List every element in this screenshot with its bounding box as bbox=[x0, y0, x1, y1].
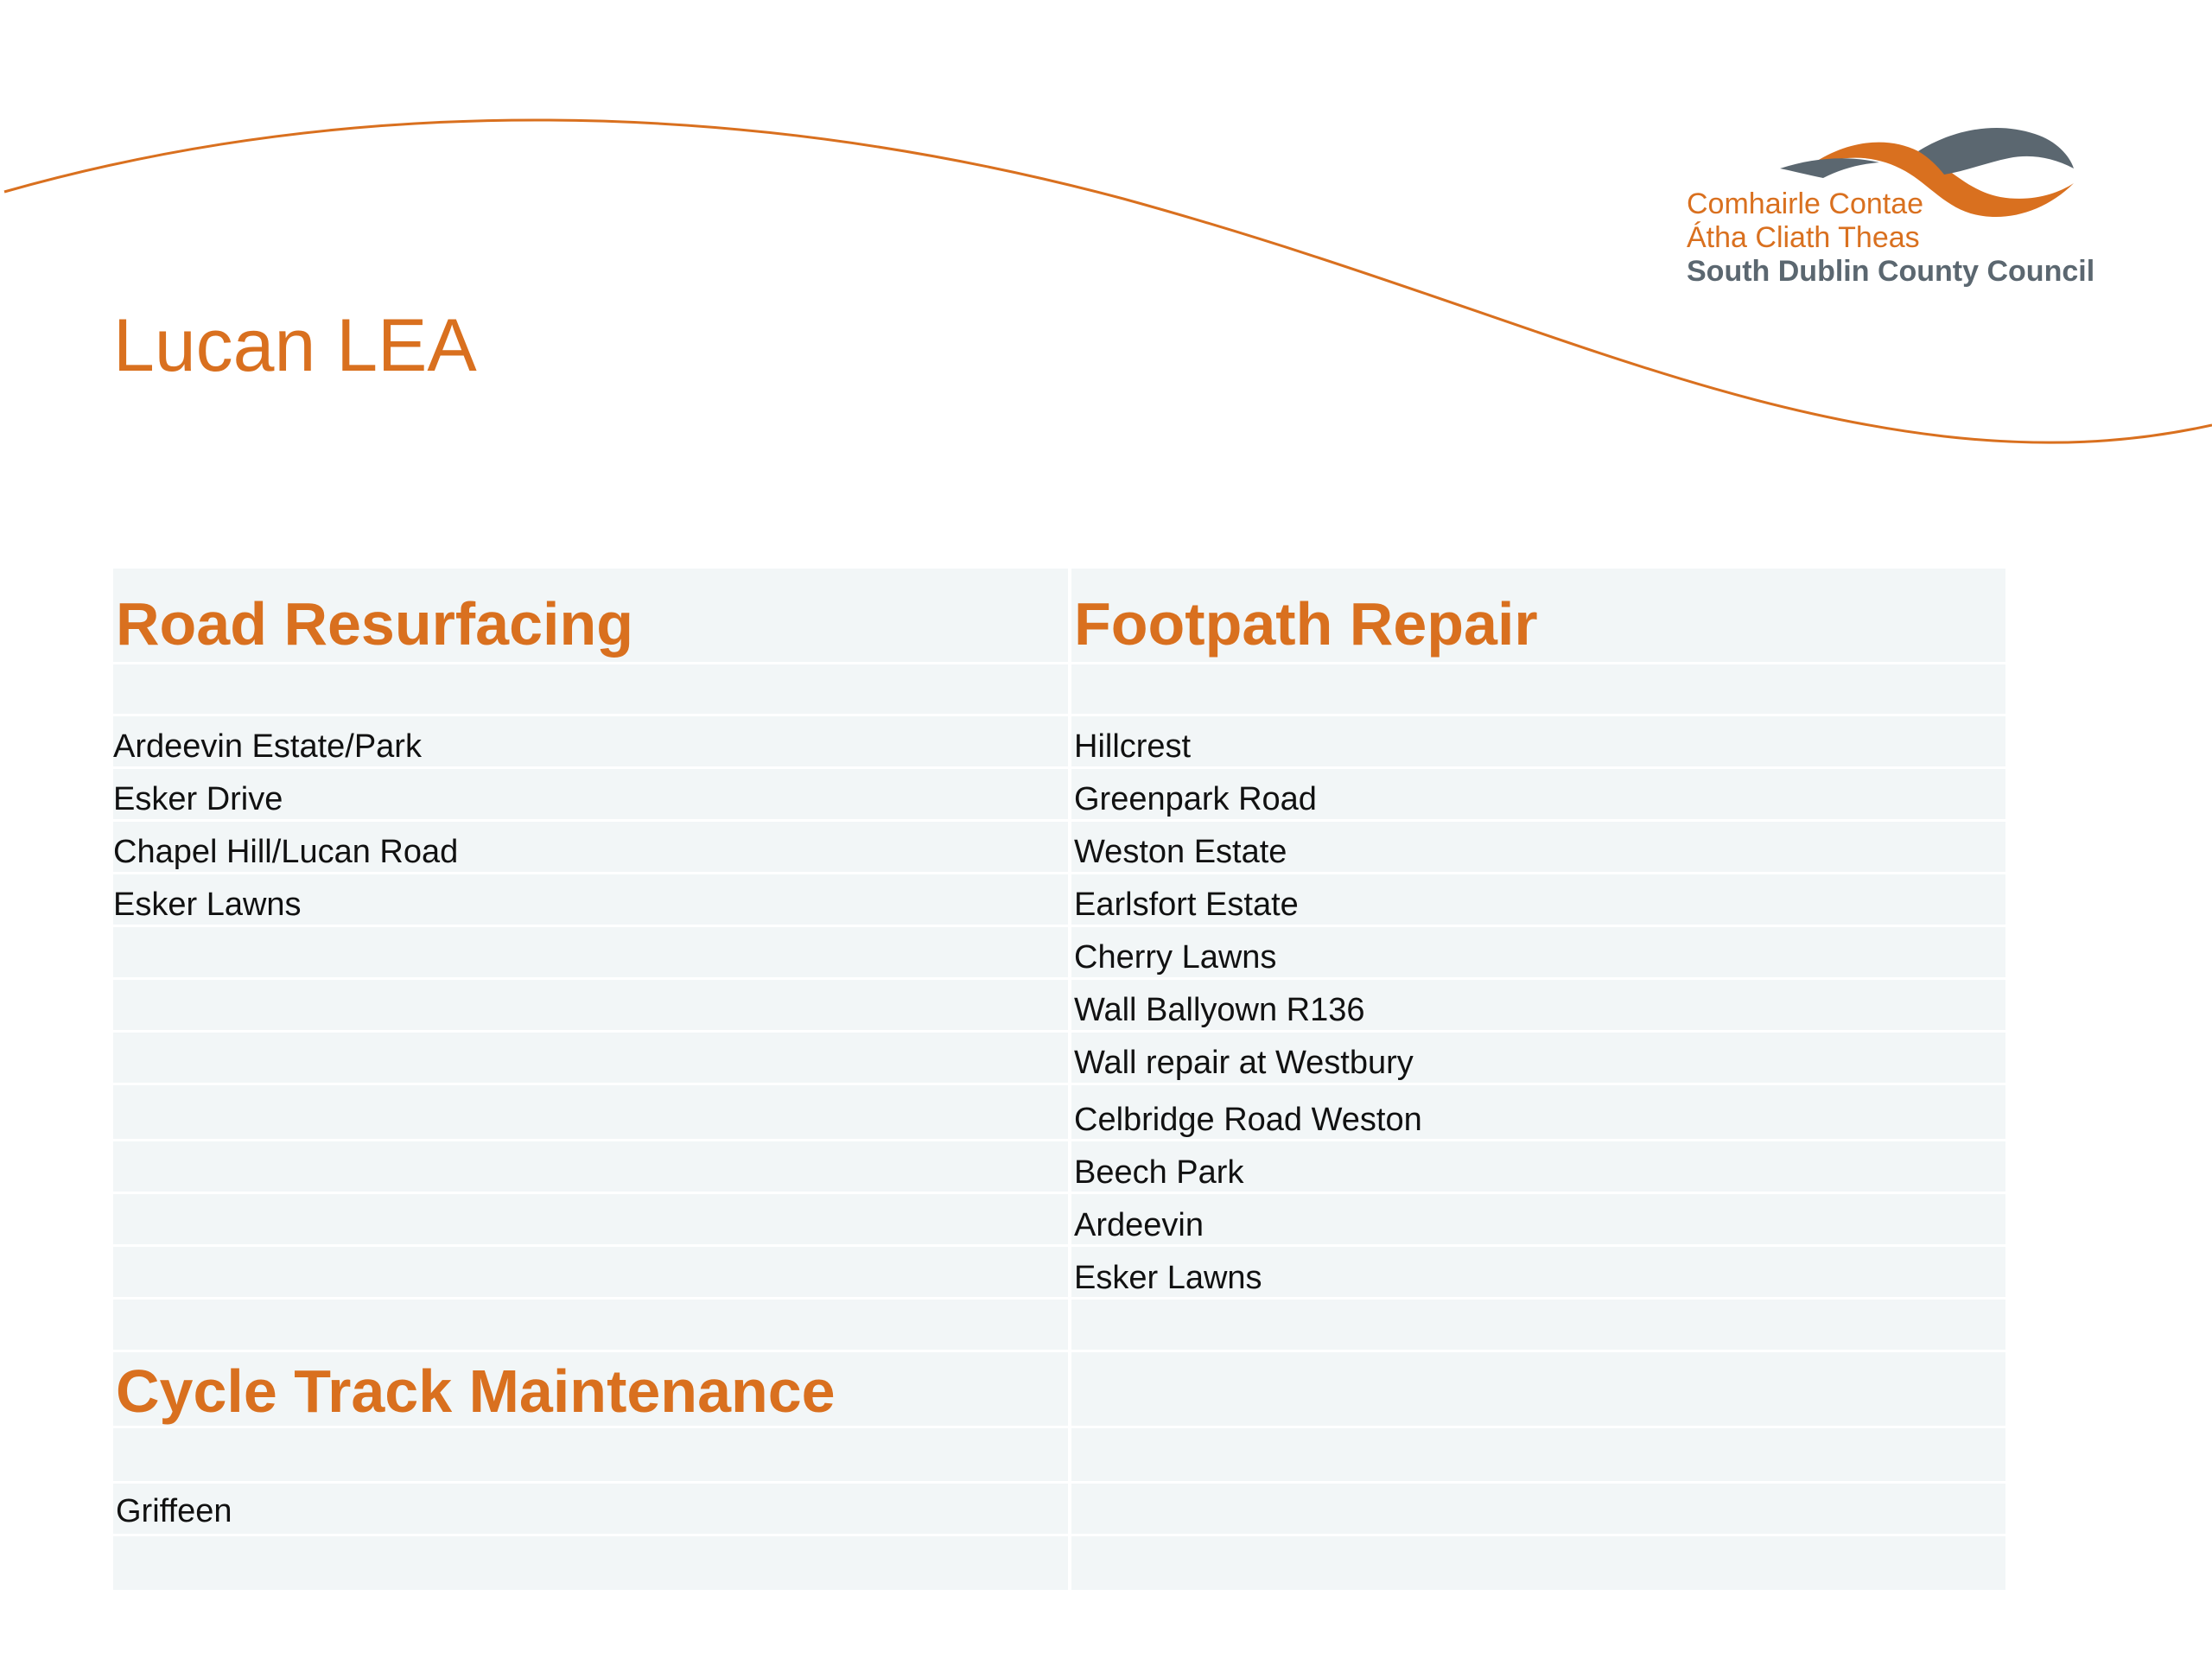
row-divider bbox=[113, 1534, 2005, 1536]
row-divider bbox=[113, 872, 2005, 874]
row-divider bbox=[113, 1426, 2005, 1428]
row-divider bbox=[113, 1297, 2005, 1300]
road-resurfacing-item: Esker Lawns bbox=[113, 887, 302, 923]
row-divider bbox=[113, 766, 2005, 769]
footpath-repair-heading: Footpath Repair bbox=[1074, 590, 1538, 658]
road-resurfacing-item: Chapel Hill/Lucan Road bbox=[113, 834, 459, 870]
footpath-repair-item: Celbridge Road Weston bbox=[1074, 1102, 1422, 1138]
cycle-track-heading: Cycle Track Maintenance bbox=[116, 1357, 836, 1425]
logo-text-irish-line-2: Átha Cliath Theas bbox=[1687, 221, 1920, 254]
row-divider bbox=[113, 1030, 2005, 1033]
row-divider bbox=[113, 714, 2005, 716]
logo-text-irish-line-1: Comhairle Contae bbox=[1687, 188, 1924, 220]
row-divider bbox=[113, 819, 2005, 822]
road-resurfacing-heading: Road Resurfacing bbox=[116, 590, 633, 658]
row-divider bbox=[113, 1083, 2005, 1085]
row-divider bbox=[113, 1481, 2005, 1484]
road-resurfacing-item: Esker Drive bbox=[113, 781, 283, 817]
column-divider bbox=[1068, 569, 1071, 1590]
footpath-repair-item: Wall Ballyown R136 bbox=[1074, 992, 1365, 1028]
page-title: Lucan LEA bbox=[113, 304, 477, 387]
footpath-repair-item: Cherry Lawns bbox=[1074, 939, 1277, 976]
footpath-repair-item: Earlsfort Estate bbox=[1074, 887, 1299, 923]
works-table bbox=[113, 569, 2005, 1590]
footpath-repair-item: Esker Lawns bbox=[1074, 1260, 1262, 1296]
row-divider bbox=[113, 977, 2005, 980]
footpath-repair-item: Weston Estate bbox=[1074, 834, 1287, 870]
row-divider bbox=[113, 1244, 2005, 1247]
row-divider bbox=[113, 1350, 2005, 1352]
footpath-repair-item: Ardeevin bbox=[1074, 1207, 1204, 1243]
footpath-repair-item: Greenpark Road bbox=[1074, 781, 1317, 817]
row-divider bbox=[113, 1139, 2005, 1141]
footpath-repair-item: Wall repair at Westbury bbox=[1074, 1045, 1414, 1081]
council-logo bbox=[1685, 121, 2126, 294]
row-divider bbox=[113, 1192, 2005, 1194]
cycle-track-item: Griffeen bbox=[116, 1493, 232, 1529]
road-resurfacing-item: Ardeevin Estate/Park bbox=[113, 728, 422, 765]
footpath-repair-item: Hillcrest bbox=[1074, 728, 1192, 765]
logo-text-english: South Dublin County Council bbox=[1687, 255, 2095, 288]
row-divider bbox=[113, 925, 2005, 927]
row-divider bbox=[113, 662, 2005, 664]
footpath-repair-item: Beech Park bbox=[1074, 1154, 1244, 1191]
